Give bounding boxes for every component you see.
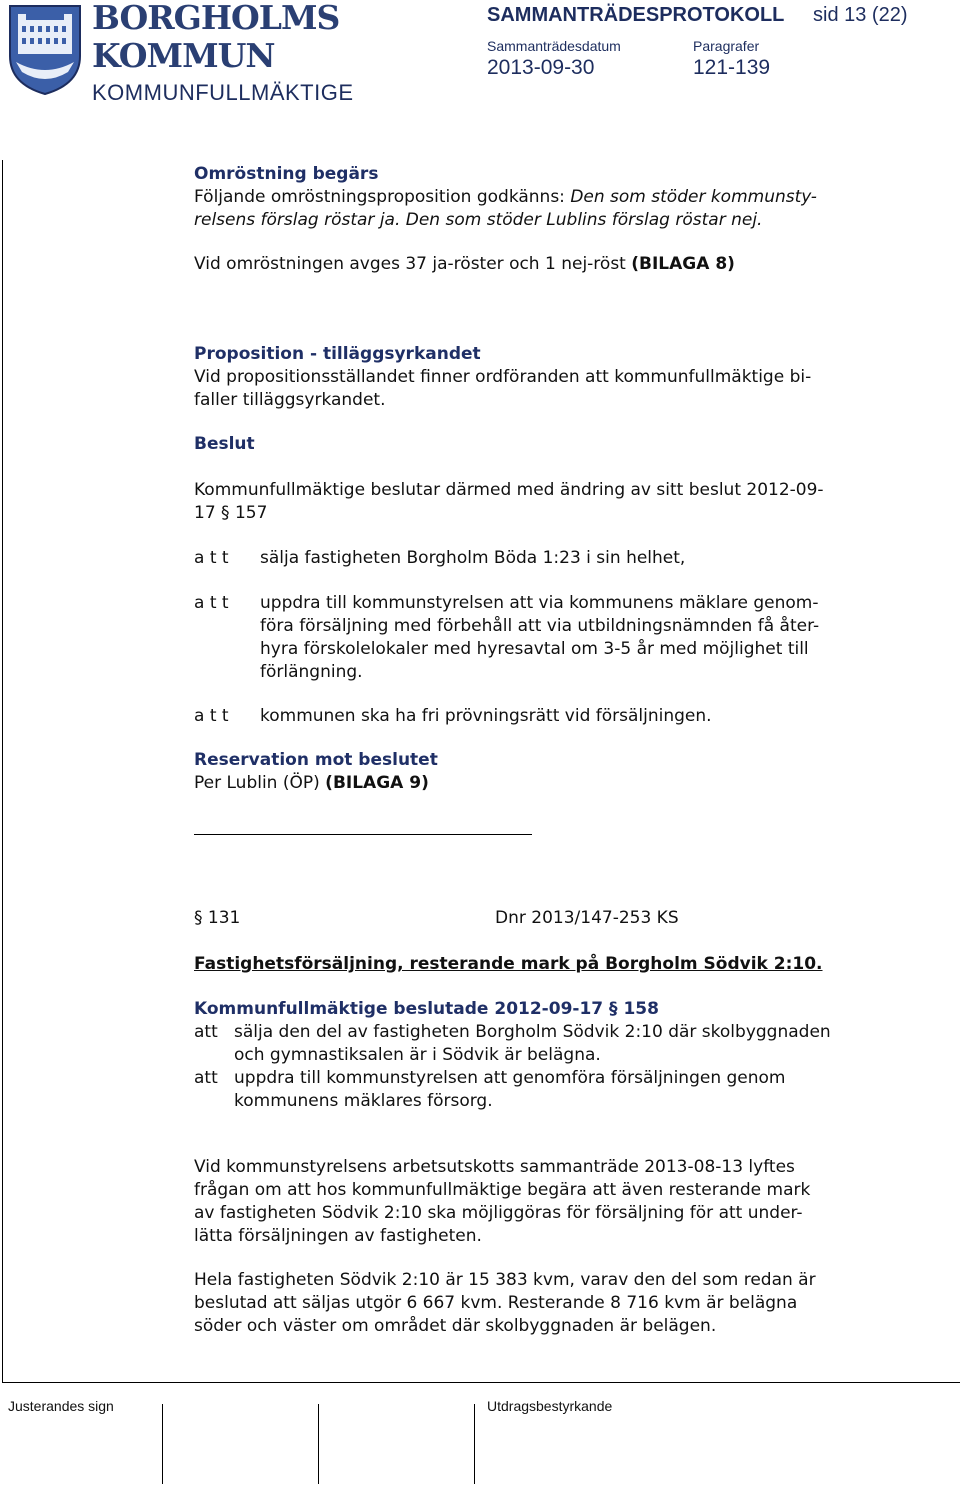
reservation-heading: Reservation mot beslutet <box>194 750 438 770</box>
decision-item-text: föra försäljning med förbehåll att via utbildningsnämnden få åter- <box>260 616 820 636</box>
proposition-line-2: faller tilläggsyrkandet. <box>194 390 386 410</box>
decision-item-marker: a t t <box>194 706 229 726</box>
proposition-heading: Proposition - tilläggsyrkandet <box>194 344 481 364</box>
footer-divider-3 <box>474 1404 475 1484</box>
paragraphs-value: 121-139 <box>693 56 771 79</box>
prior-item-text: uppdra till kommunstyrelsen att genomföra försäljningen genom <box>234 1068 786 1088</box>
page-indicator: sid 13 (22) <box>813 4 908 26</box>
signature-label: Justerandes sign <box>8 1398 114 1414</box>
decision-item-text: kommunen ska ha fri prövningsrätt vid försäljningen. <box>260 706 712 726</box>
decision-item-marker: a t t <box>194 593 229 613</box>
section-separator <box>194 834 532 835</box>
decision-item-text: sälja fastigheten Borgholm Böda 1:23 i sin helhet, <box>260 548 686 568</box>
paragraph-line: frågan om att hos kommunfullmäktige begära att även resterande mark <box>194 1180 811 1200</box>
decision-item-marker: a t t <box>194 548 229 568</box>
footer-top-line <box>2 1382 960 1383</box>
vote-heading: Omröstning begärs <box>194 164 379 184</box>
decision-item-text: förlängning. <box>260 662 363 682</box>
decision-line-2: 17 § 157 <box>194 503 268 523</box>
decision-line-1: Kommunfullmäktige beslutar därmed med ändring av sitt beslut 2012-09- <box>194 480 824 500</box>
paragraph-line: Vid kommunstyrelsens arbetsutskotts sammanträde 2013-08-13 lyftes <box>194 1157 795 1177</box>
proposition-line-1: Vid propositionsställandet finner ordföranden att kommunfullmäktige bi- <box>194 367 812 387</box>
prior-item-marker: att <box>194 1068 218 1088</box>
date-label: Sammanträdesdatum <box>487 38 621 54</box>
extract-certification-label: Utdragsbestyrkande <box>487 1398 613 1414</box>
prior-item-text: sälja den del av fastigheten Borgholm Södvik 2:10 där skolbyggnaden <box>234 1022 831 1042</box>
paragraph-line: söder och väster om området där skolbyggnaden är belägen. <box>194 1316 717 1336</box>
prior-item-marker: att <box>194 1022 218 1042</box>
department-name: KOMMUNFULLMÄKTIGE <box>92 80 354 105</box>
item-title: Fastighetsförsäljning, resterande mark på Borgholm Södvik 2:10. <box>194 954 823 974</box>
item-number: § 131 <box>194 908 241 928</box>
paragraph-line: beslutad att säljas utgör 6 667 kvm. Resterande 8 716 kvm är belägna <box>194 1293 798 1313</box>
reservation-text: Per Lublin (ÖP) (BILAGA 9) <box>194 773 429 793</box>
date-value: 2013-09-30 <box>487 56 595 79</box>
vote-line-1: Följande omröstningsproposition godkänns: Den som stöder kommunsty- <box>194 187 817 207</box>
footer-divider-1 <box>162 1404 163 1484</box>
paragraph-line: av fastigheten Södvik 2:10 ska möjliggöras för försäljning för att under- <box>194 1203 803 1223</box>
vote-result: Vid omröstningen avges 37 ja-röster och 1 nej-röst (BILAGA 8) <box>194 254 735 274</box>
org-name-line1: BORGHOLMS <box>92 0 340 37</box>
vote-line-2: relsens förslag röstar ja. Den som stöder Lublins förslag röstar nej. <box>194 210 763 230</box>
item-dnr: Dnr 2013/147-253 KS <box>495 908 679 928</box>
footer-divider-2 <box>318 1404 319 1484</box>
protocol-title: SAMMANTRÄDESPROTOKOLL <box>487 4 785 26</box>
paragraphs-label: Paragrafer <box>693 38 760 54</box>
decision-item-text: uppdra till kommunstyrelsen att via kommunens mäklare genom- <box>260 593 819 613</box>
left-margin-line <box>2 160 3 1382</box>
municipal-crest-logo <box>8 4 82 96</box>
decision-item-text: hyra förskolelokaler med hyresavtal om 3-5 år med möjlighet till <box>260 639 809 659</box>
paragraph-line: Hela fastigheten Södvik 2:10 är 15 383 kvm, varav den del som redan är <box>194 1270 816 1290</box>
paragraph-line: lätta försäljningen av fastigheten. <box>194 1226 482 1246</box>
prior-item-text: kommunens mäklares försorg. <box>234 1091 493 1111</box>
crest-icon <box>8 4 82 96</box>
prior-decision-heading: Kommunfullmäktige beslutade 2012-09-17 § 158 <box>194 999 659 1019</box>
decision-heading: Beslut <box>194 434 255 454</box>
prior-item-text: och gymnastiksalen är i Södvik är belägna. <box>234 1045 601 1065</box>
org-name-line2: KOMMUN <box>92 36 275 75</box>
